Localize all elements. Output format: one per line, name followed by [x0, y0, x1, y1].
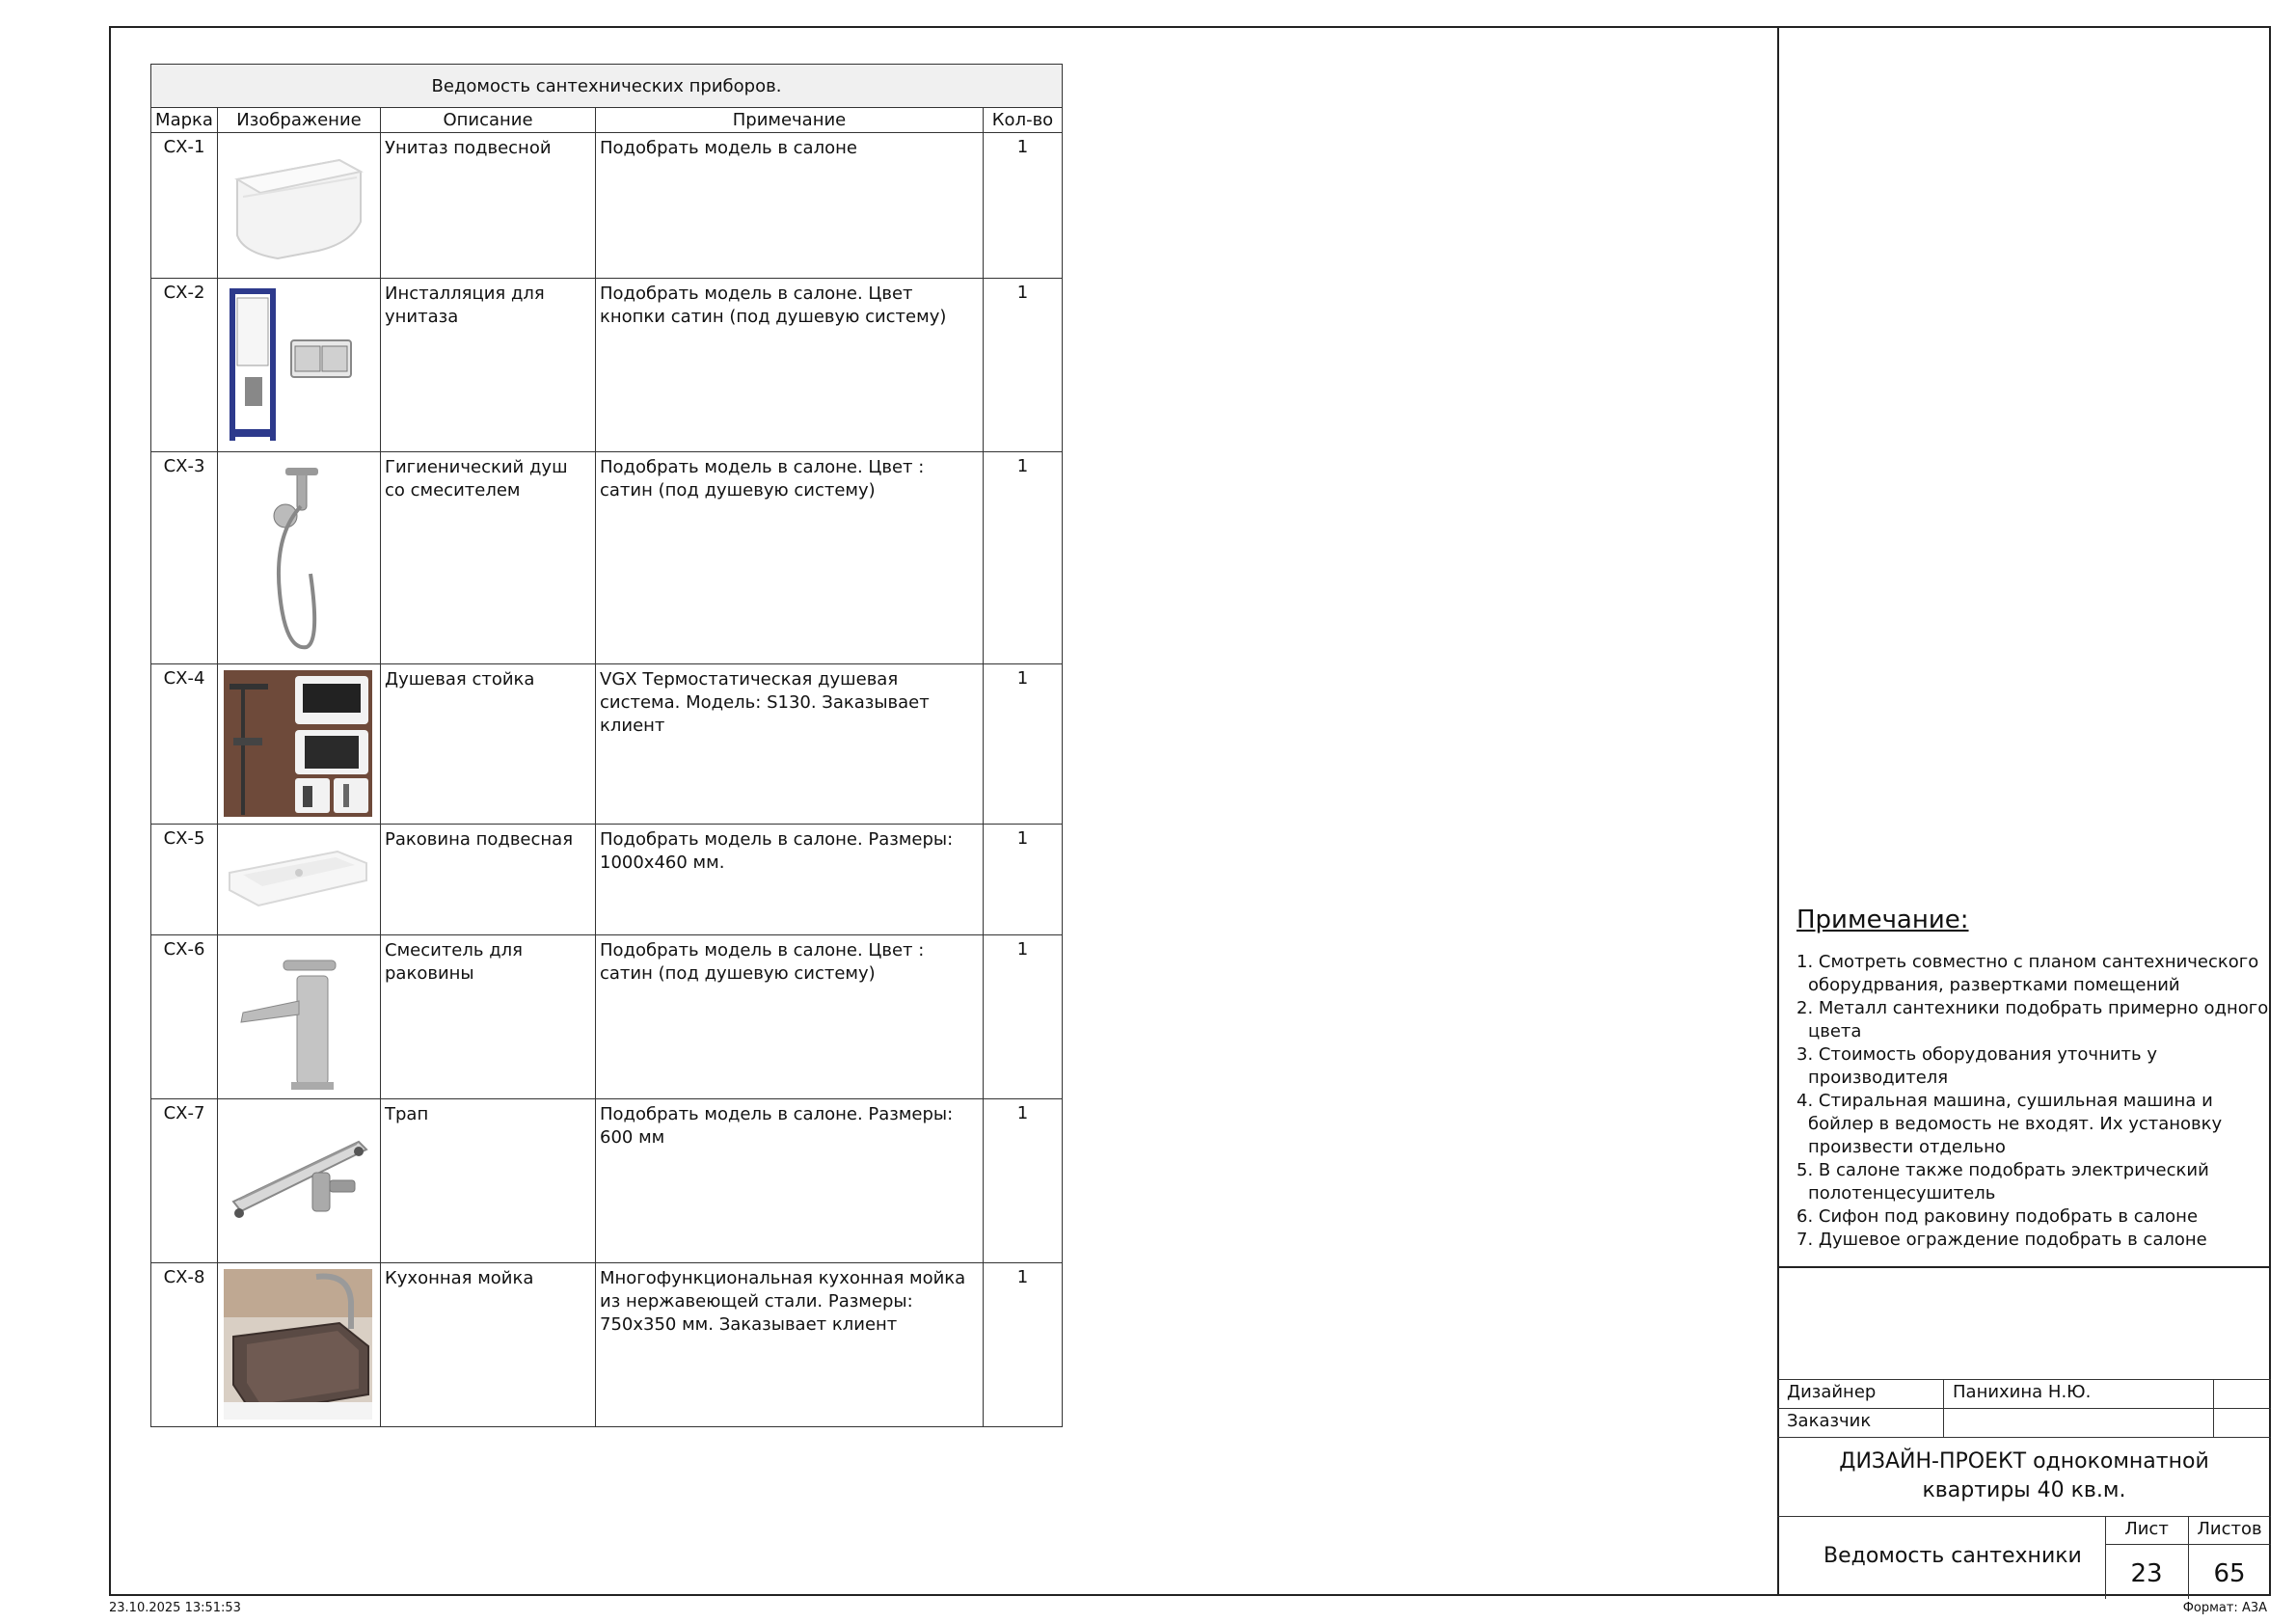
row-description: Унитаз подвесной: [381, 133, 596, 279]
note-item: 1. Смотреть совместно с планом сантехнического оборудрвания, развертками помещений: [1796, 952, 2259, 995]
fixtures-table: [150, 64, 1063, 1427]
notes-title: Примечание:: [1796, 906, 1969, 934]
sheets-total: 65: [2213, 1559, 2246, 1588]
designer-label: Дизайнер: [1787, 1382, 1877, 1402]
row-quantity: 1: [984, 825, 1063, 935]
note-item: 4. Стиральная машина, сушильная машина и бойлер в ведомость не входят. Их установку произвести отдельно: [1796, 1091, 2223, 1157]
row-description: Смеситель для раковины: [381, 935, 596, 1099]
row-mark: СХ-5: [151, 825, 218, 935]
row-description: Гигиенический душ со смесителем: [381, 452, 596, 664]
table-title: Ведомость сантехнических приборов.: [151, 65, 1063, 108]
hygienic-shower-image: [224, 458, 372, 657]
row-note: VGX Термостатическая душевая система. Модель: S130. Заказывает клиент: [596, 664, 984, 825]
note-item: 3. Стоимость оборудования уточнить у производителя: [1796, 1044, 2158, 1088]
row-mark: СХ-1: [151, 133, 218, 279]
table-row: [151, 825, 1063, 935]
sheet-number: 23: [2130, 1559, 2163, 1588]
wall-sink-image: [224, 830, 372, 927]
row-mark: СХ-6: [151, 935, 218, 1099]
basin-mixer-image: [224, 941, 372, 1092]
paper-format: Формат: А3А: [2182, 1601, 2267, 1615]
row-note: Подобрать модель в салоне. Размеры: 1000x460 мм.: [596, 825, 984, 935]
row-note: Многофункциональная кухонная мойка из нержавеющей стали. Размеры: 750x350 мм. Заказывает клиент: [596, 1263, 984, 1427]
table-row: [151, 279, 1063, 452]
row-quantity: 1: [984, 664, 1063, 825]
customer-row: [1777, 1408, 2271, 1437]
note-item: 2. Металл сантехники подобрать примерно одного цвета: [1796, 998, 2269, 1041]
print-timestamp: 23.10.2025 13:51:53: [109, 1601, 241, 1615]
header-image: Изображение: [218, 108, 381, 133]
floor-drain-image: [224, 1105, 372, 1256]
sheet-row: [1777, 1516, 2271, 1598]
row-description: Душевая стойка: [381, 664, 596, 825]
row-mark: СХ-4: [151, 664, 218, 825]
designer-row: [1777, 1379, 2271, 1408]
row-quantity: 1: [984, 935, 1063, 1099]
row-quantity: 1: [984, 1263, 1063, 1427]
row-quantity: 1: [984, 133, 1063, 279]
title-block: [1777, 1266, 2271, 1596]
project-title: ДИЗАЙН-ПРОЕКТ однокомнатной квартиры 40 кв.м.: [1777, 1437, 2271, 1516]
wall-hung-toilet-image: [224, 139, 372, 274]
table-row: [151, 664, 1063, 825]
row-note: Подобрать модель в салоне. Цвет : сатин (под душевую систему): [596, 452, 984, 664]
header-note: Примечание: [596, 108, 984, 133]
sheets-label: Листов: [2197, 1519, 2262, 1539]
header-mark: Марка: [151, 108, 218, 133]
row-quantity: 1: [984, 279, 1063, 452]
row-mark: СХ-7: [151, 1099, 218, 1263]
row-description: Раковина подвесная: [381, 825, 596, 935]
note-item: 5. В салоне также подобрать электрический полотенцесушитель: [1796, 1160, 2209, 1204]
notes-block: [1796, 908, 2269, 1252]
row-mark: СХ-8: [151, 1263, 218, 1427]
note-item: 7. Душевое ограждение подобрать в салоне: [1796, 1230, 2207, 1250]
designer-name: Панихина Н.Ю.: [1953, 1382, 2092, 1402]
table-row: [151, 1263, 1063, 1427]
header-description: Описание: [381, 108, 596, 133]
row-note: Подобрать модель в салоне. Размеры: 600 мм: [596, 1099, 984, 1263]
table-row: [151, 935, 1063, 1099]
row-note: Подобрать модель в салоне. Цвет кнопки сатин (под душевую систему): [596, 279, 984, 452]
header-quantity: Кол-во: [984, 108, 1063, 133]
row-quantity: 1: [984, 452, 1063, 664]
sheet-label: Лист: [2124, 1519, 2169, 1539]
table-row: [151, 133, 1063, 279]
customer-label: Заказчик: [1787, 1411, 1872, 1431]
row-quantity: 1: [984, 1099, 1063, 1263]
toilet-installation-image: [224, 284, 372, 445]
row-note: Подобрать модель в салоне. Цвет : сатин (под душевую систему): [596, 935, 984, 1099]
table-row: [151, 1099, 1063, 1263]
row-mark: СХ-3: [151, 452, 218, 664]
shower-column-image: [224, 670, 372, 817]
sheet-title: Ведомость сантехники: [1823, 1544, 2082, 1568]
row-description: Трап: [381, 1099, 596, 1263]
row-note: Подобрать модель в салоне: [596, 133, 984, 279]
kitchen-sink-image: [224, 1269, 372, 1420]
notes-list: [1796, 951, 2269, 1252]
note-item: 6. Сифон под раковину подобрать в салоне: [1796, 1206, 2199, 1227]
row-description: Кухонная мойка: [381, 1263, 596, 1427]
row-description: Инсталляция для унитаза: [381, 279, 596, 452]
row-mark: СХ-2: [151, 279, 218, 452]
table-row: [151, 452, 1063, 664]
